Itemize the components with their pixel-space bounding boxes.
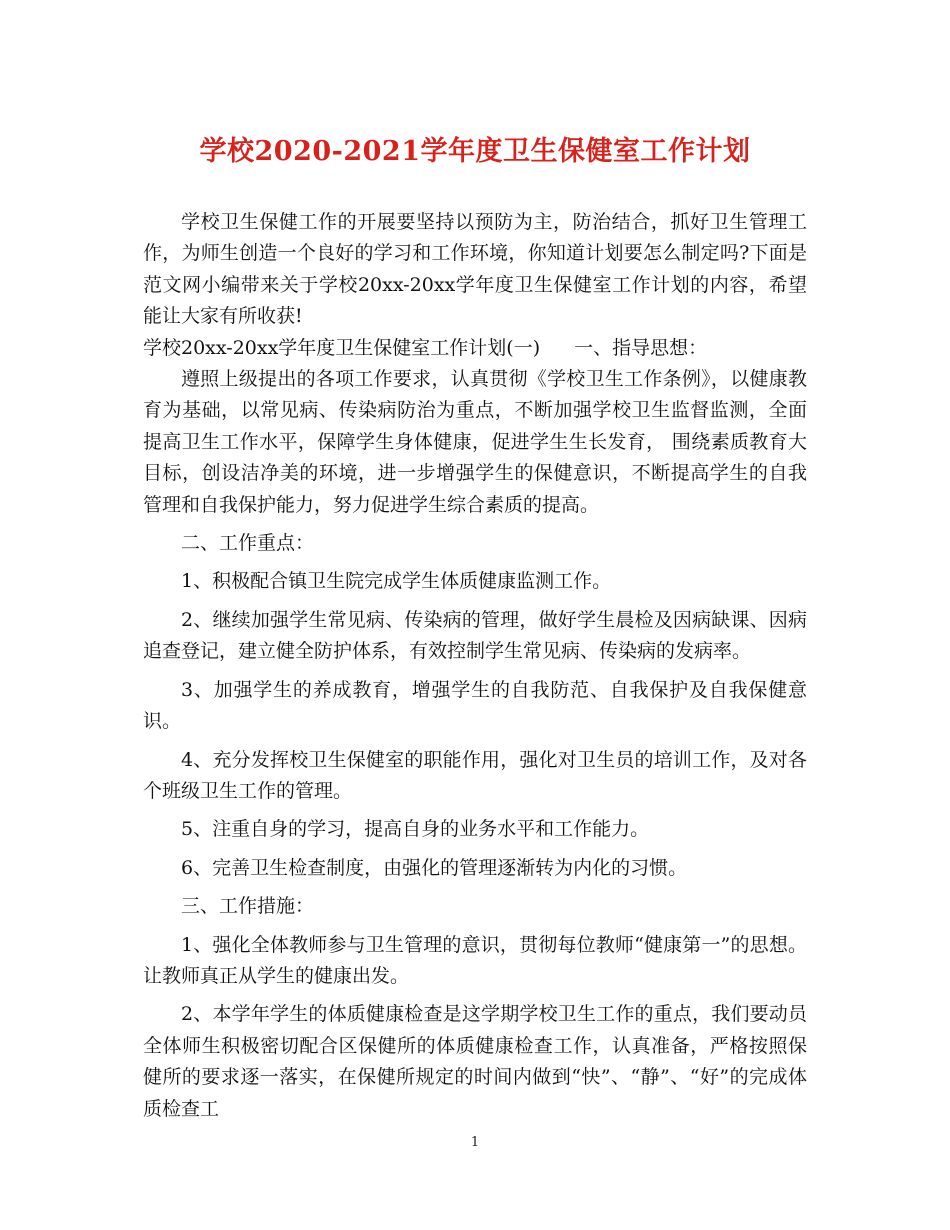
document-title: 学校2020-2021学年度卫生保健室工作计划: [199, 136, 751, 167]
work-focus-item: 3、加强学生的养成教育，增强学生的自我防范、自我保护及自我保健意识。: [143, 678, 807, 733]
heading-work-measures: 三、工作措施：: [181, 895, 315, 918]
document-body: [143, 207, 807, 1125]
intro-paragraph: 学校卫生保健工作的开展要坚持以预防为主，防治结合，抓好卫生管理工作，为师生创造一个良好的学习和工作环境，你知道计划要怎么制定吗?下面是范文网小编带来关于学校20xx-20xx学年度卫生保健室工作计划的内容，希望能让大家有所收获!: [143, 211, 807, 328]
heading-guiding-thought: 一、指导思想：: [574, 336, 708, 359]
section-title: 学校20xx-20xx学年度卫生保健室工作计划(一): [143, 336, 541, 359]
work-focus-item: 1、积极配合镇卫生院完成学生体质健康监测工作。: [181, 570, 612, 593]
work-focus-item: 5、注重自身的学习，提高自身的业务水平和工作能力。: [181, 818, 650, 841]
section-title-line: [143, 333, 807, 364]
heading-work-focus: 二、工作重点：: [181, 532, 315, 555]
work-focus-item: 6、完善卫生检查制度，由强化的管理逐渐转为内化的习惯。: [181, 856, 688, 879]
work-focus-item: 2、继续加强学生常见病、传染病的管理，做好学生晨检及因病缺课、因病追查登记，建立健全防护体系，有效控制学生常见病、传染病的发病率。: [143, 608, 807, 663]
page-number: 1: [470, 1135, 480, 1150]
work-focus-item: 4、充分发挥校卫生保健室的职能作用，强化对卫生员的培训工作，及对各个班级卫生工作的管理。: [143, 748, 807, 802]
guiding-thought-paragraph: 遵照上级提出的各项工作要求，认真贯彻《学校卫生工作条例》，以健康教育为基础，以常见病、传染病防治为重点，不断加强学校卫生监督监测，全面提高卫生工作水平，保障学生身体健康，促进学生生长发育， 围绕素质教育大目标，创设洁净美的环境，进一步增强学生的保健意识，不断提高学生的自我管理和自我保护能力，努力促进学生综合素质的提高。: [143, 368, 807, 516]
work-measure-item: 2、本学年学生的体质健康检查是这学期学校卫生工作的重点，我们要动员全体师生积极密切配合区保健所的体质健康检查工作，认真准备，严格按照保健所的要求逐一落实，在保健所规定的时间内做到“快”、“静”、“好”的完成体质检查工: [143, 1003, 807, 1120]
work-measure-item: 1、强化全体教师参与卫生管理的意识，贯彻每位教师“健康第一”的思想。让教师真正从学生的健康出发。: [143, 933, 807, 987]
